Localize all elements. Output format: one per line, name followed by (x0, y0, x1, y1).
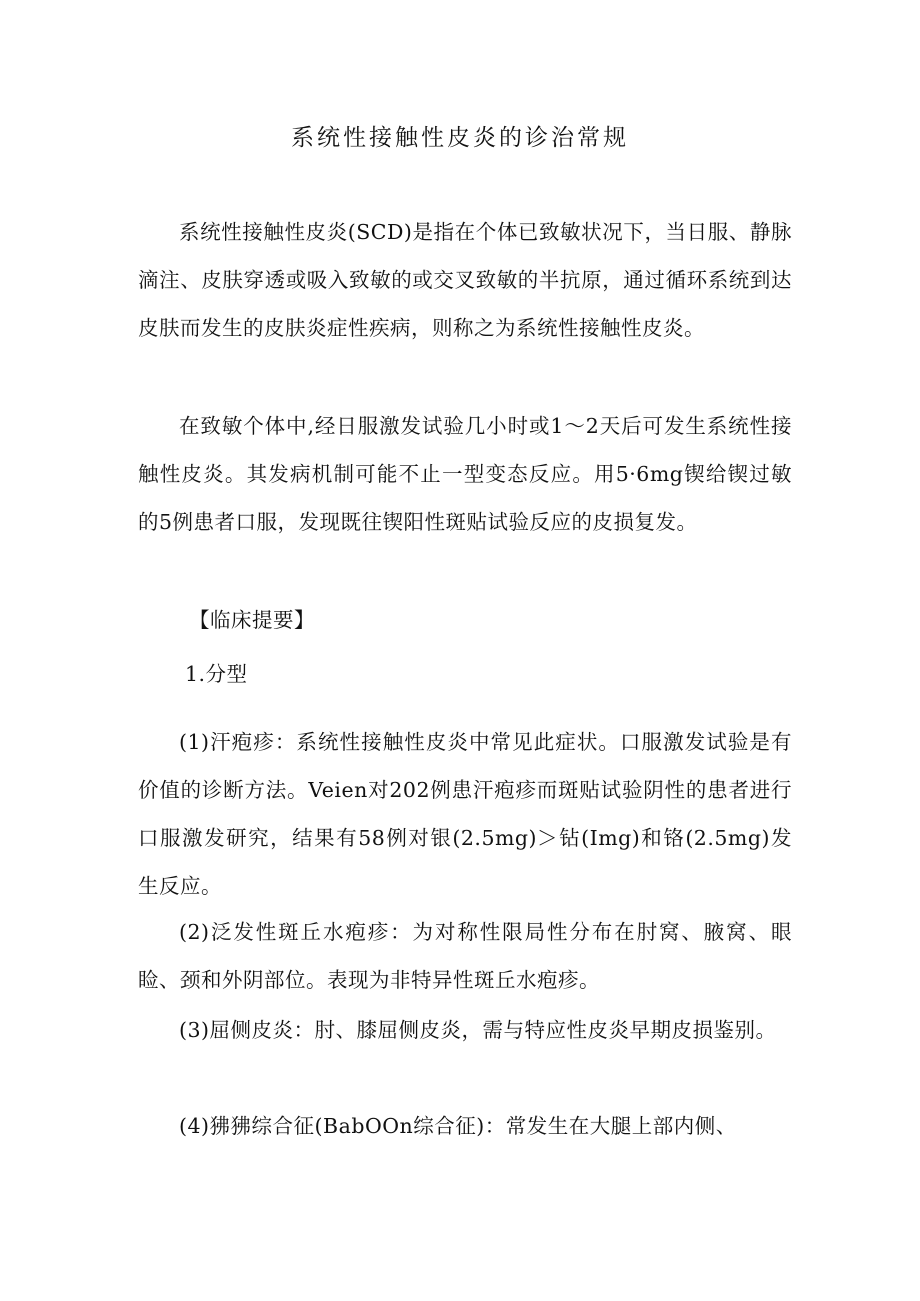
list-item: (4)狒狒综合征(BabOOn综合征)：常发生在大腿上部内侧、 (179, 1114, 737, 1138)
document-title: 系统性接触性皮炎的诊治常规 (291, 125, 629, 151)
subsection-heading: 1.分型 (185, 662, 248, 686)
list-item: (1)汗疱疹：系统性接触性皮炎中常见此症状。口服激发试验是有价值的诊断方法。Veien对202例患汗疱疹而斑贴试验阴性的患者进行口服激发研究，结果有58例对银(2.5mg)＞钻(Img)和铬(2.5mg)发生反应。 (138, 730, 792, 898)
list-item: (2)泛发性斑丘水疱疹：为对称性限局性分布在肘窝、腋窝、眼睑、颈和外阴部位。表现为非特异性斑丘水疱疹。 (138, 920, 792, 992)
list-item: (3)屈侧皮炎：肘、膝屈侧皮炎，需与特应性皮炎早期皮损鉴别。 (179, 1018, 777, 1042)
section-heading: 【临床提要】 (189, 608, 315, 632)
intro-paragraph: 系统性接触性皮炎(SCD)是指在个体已致敏状况下，当日服、静脉滴注、皮肤穿透或吸入致敏的或交叉致敏的半抗原，通过循环系统到达皮肤而发生的皮肤炎症性疾病，则称之为系统性接触性皮炎。 (138, 220, 792, 340)
mechanism-paragraph: 在致敏个体中,经日服激发试验几小时或1～2天后可发生系统性接触性皮炎。其发病机制可能不止一型变态反应。用5·6mg锲给锲过敏的5例患者口服，发现既往锲阳性斑贴试验反应的皮损复发。 (138, 414, 792, 534)
